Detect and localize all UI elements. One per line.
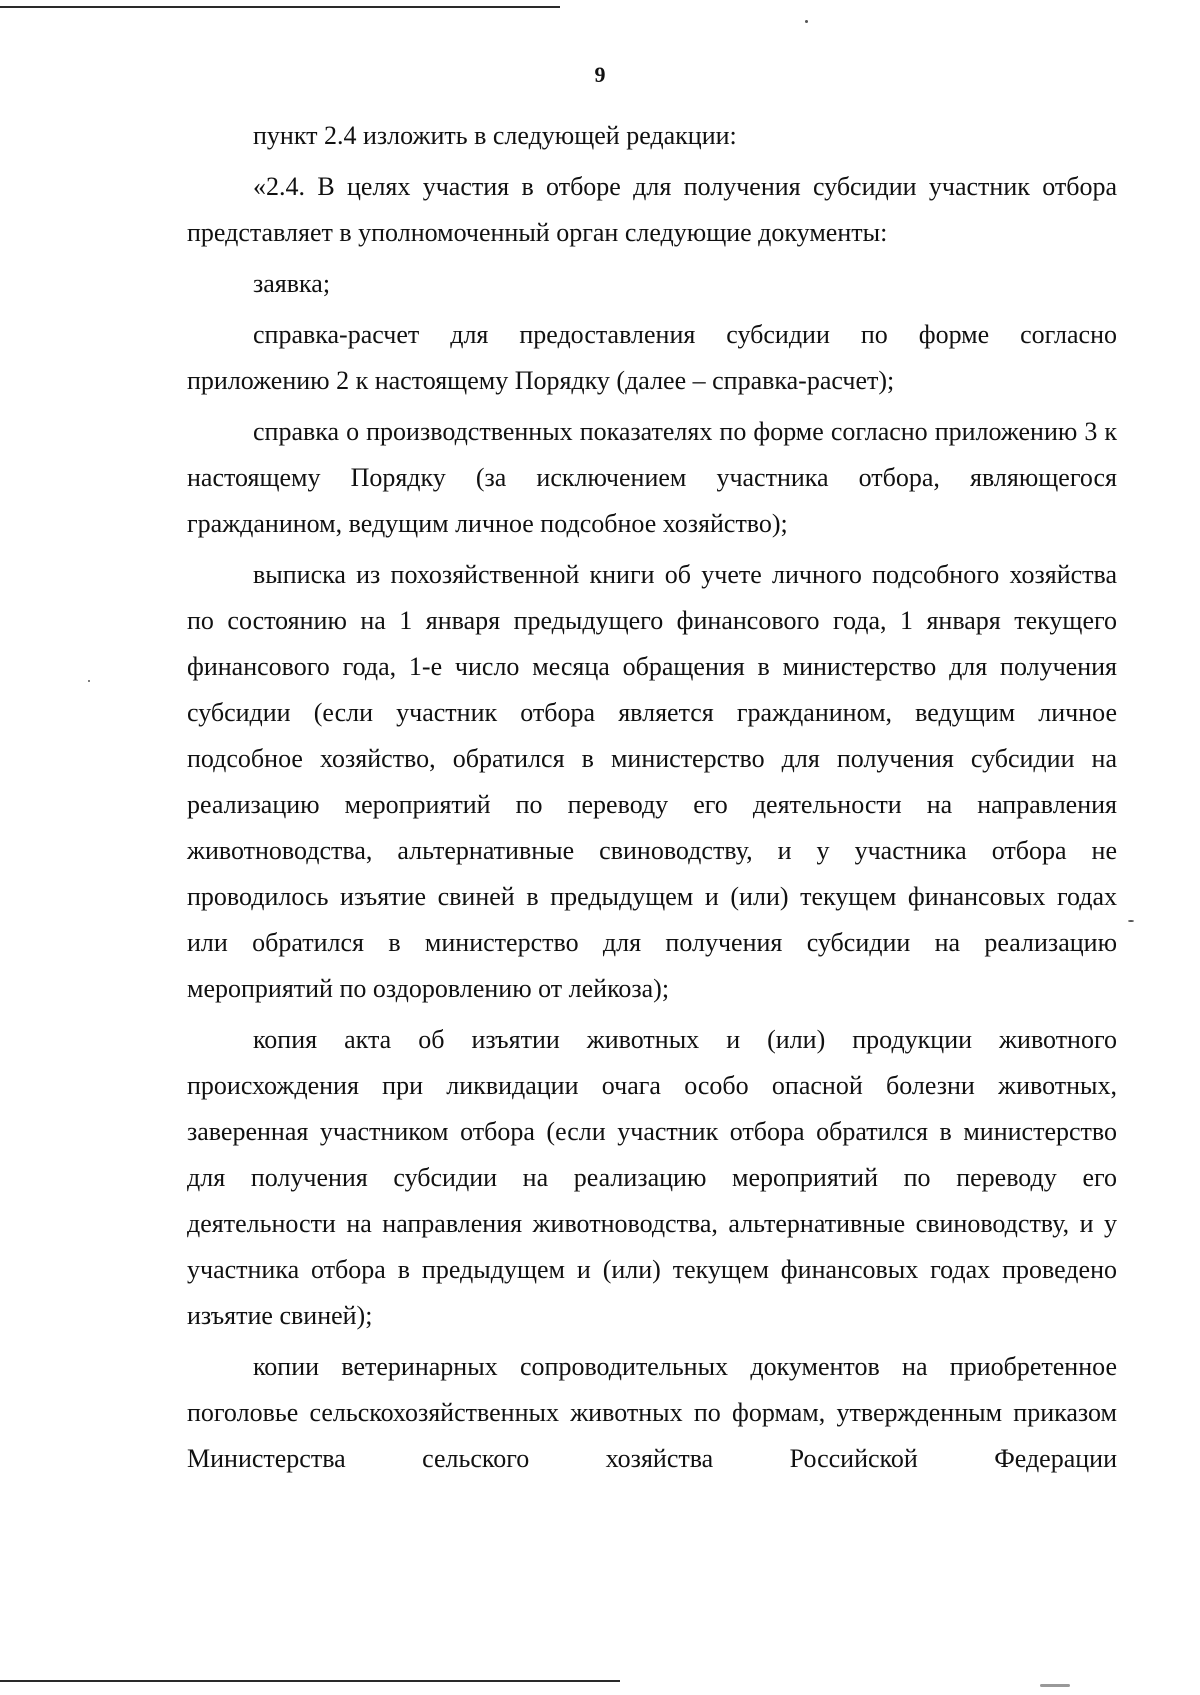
paragraph: справка о производственных показателях по форме согласно приложению 3 к настоящему Порядку (за исключением участника отбора, являющегося гражданином, ведущим личное подсобное хозяйство); [187,417,1117,538]
scan-edge-line-top [0,6,560,8]
paragraph: «2.4. В целях участия в отборе для получения субсидии участник отбора представляет в уполномоченный орган следующие документы: [187,172,1117,247]
scan-edge-line-bottom [0,1680,620,1682]
paragraph: выписка из похозяйственной книги об учете личного подсобного хозяйства по состоянию на 1 января предыдущего финансового года, 1 января текущего финансового года, 1-е число месяца обращения в министерство для получения субсидии (если участник отбора является гражданином, ведущим личное подсобное хозяйство, обратился в министерство для получения субсидии на реализацию мероприятий по переводу его деятельности на направления животноводства, альтернативные свиноводству, и у участника отбора не проводилось изъятие свиней в предыдущем и (или) текущем финансовых годах или обратился в министерство для получения субсидии на реализацию мероприятий по оздоровлению от лейкоза); [187,560,1117,1003]
scan-speck [1040,1684,1070,1687]
page-number: 9 [594,62,606,87]
paragraph: копии ветеринарных сопроводительных документов на приобретенное поголовье сельскохозяйственных животных по формам, утвержденным приказом Министерства сельского хозяйства Российской Федерации [187,1352,1117,1473]
scan-speck [805,20,808,23]
scan-speck [88,680,90,682]
paragraph: справка-расчет для предоставления субсидии по форме согласно приложению 2 к настоящему Порядку (далее – справка-расчет); [187,320,1117,395]
paragraph: заявка; [253,269,331,298]
paragraph: копия акта об изъятии животных и (или) продукции животного происхождения при ликвидации очага особо опасной болезни животных, заверенная участником отбора (если участник отбора обратился в министерство для получения субсидии на реализацию мероприятий по переводу его деятельности на направления животноводства, альтернативные свиноводству, и у участника отбора в предыдущем и (или) текущем финансовых годах проведено изъятие свиней); [187,1025,1117,1330]
scan-speck [1128,920,1134,922]
paragraph: пункт 2.4 изложить в следующей редакции: [253,121,737,150]
document-body [187,113,1117,1487]
